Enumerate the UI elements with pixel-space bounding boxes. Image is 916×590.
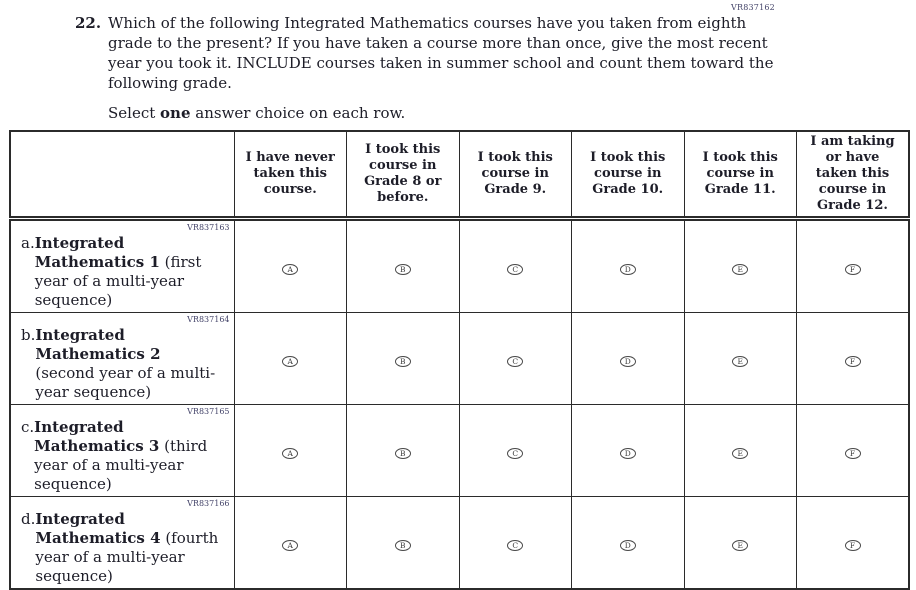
row-a-course-title: Integrated Mathematics 1 bbox=[34, 234, 160, 271]
row-a-option-a-bubble[interactable] bbox=[282, 264, 298, 275]
question-text-line: following grade. bbox=[108, 74, 232, 92]
row-b-option-e-bubble[interactable] bbox=[732, 356, 748, 367]
option-letter: F bbox=[849, 449, 856, 458]
row-c-option-a-bubble[interactable] bbox=[282, 448, 298, 459]
row-a-option-d-bubble[interactable] bbox=[620, 264, 636, 275]
option-letter: A bbox=[287, 357, 293, 366]
option-letter: D bbox=[624, 357, 631, 366]
row-a-course-subtitle: (first year of a multi-year sequence) bbox=[34, 253, 202, 309]
table-row-c bbox=[10, 405, 909, 497]
table-row-a bbox=[10, 219, 909, 313]
row-b-option-a-bubble[interactable] bbox=[282, 356, 298, 367]
column-header-grade8: I took this course in Grade 8 or before. bbox=[347, 131, 460, 219]
row-d-option-a-bubble[interactable] bbox=[282, 540, 298, 551]
question-number: 22. bbox=[75, 14, 102, 32]
option-letter: C bbox=[512, 449, 519, 458]
form-code-top: VR837162 bbox=[731, 3, 775, 12]
row-d-option-b-bubble[interactable] bbox=[395, 540, 411, 551]
row-d-option-f-bubble[interactable] bbox=[845, 540, 861, 551]
option-letter: A bbox=[287, 541, 293, 550]
row-b-course-subtitle: (second year of a multi-year sequence) bbox=[35, 364, 216, 401]
option-letter: E bbox=[737, 541, 743, 550]
row-a-option-c-bubble[interactable] bbox=[507, 264, 523, 275]
row-d-option-d-bubble[interactable] bbox=[620, 540, 636, 551]
question-text-line: year you took it. INCLUDE courses taken in summer school and count them toward the bbox=[108, 54, 774, 72]
column-header-grade12: I am taking or have taken this course in Grade 12. bbox=[797, 131, 910, 219]
option-letter: E bbox=[737, 265, 743, 274]
row-a-option-f-bubble[interactable] bbox=[845, 264, 861, 275]
row-a-option-b-bubble[interactable] bbox=[395, 264, 411, 275]
row-b-option-f-bubble[interactable] bbox=[845, 356, 861, 367]
option-letter: C bbox=[512, 265, 519, 274]
column-header-grade11: I took this course in Grade 11. bbox=[684, 131, 797, 219]
row-b-course-label bbox=[35, 326, 219, 402]
row-c-option-c-bubble[interactable] bbox=[507, 448, 523, 459]
option-letter: D bbox=[624, 265, 631, 274]
row-c-course-subtitle: (third year of a multi-year sequence) bbox=[34, 437, 208, 493]
question-text-line: Which of the following Integrated Mathematics courses have you taken from eighth bbox=[108, 14, 747, 32]
instruction-suffix: answer choice on each row. bbox=[190, 104, 406, 122]
option-letter: B bbox=[399, 357, 406, 366]
row-c-course-label bbox=[34, 418, 219, 494]
table-row-b bbox=[10, 313, 909, 405]
row-a-course-label bbox=[35, 234, 220, 310]
column-header-grade9: I took this course in Grade 9. bbox=[459, 131, 572, 219]
option-letter: F bbox=[849, 541, 856, 550]
row-d-course-title: Integrated Mathematics 4 bbox=[35, 510, 161, 547]
option-letter: A bbox=[287, 449, 293, 458]
option-letter: D bbox=[624, 541, 631, 550]
answer-grid bbox=[9, 130, 910, 590]
row-b-label-cell bbox=[10, 313, 234, 405]
option-letter: B bbox=[399, 541, 406, 550]
option-letter: C bbox=[512, 357, 519, 366]
option-letter: B bbox=[399, 449, 406, 458]
row-d-vr-code: VR837166 bbox=[187, 499, 230, 508]
row-b-option-c-bubble[interactable] bbox=[507, 356, 523, 367]
header-stub bbox=[10, 131, 234, 219]
row-b-course-title: Integrated Mathematics 2 bbox=[35, 326, 161, 363]
row-a-label-cell bbox=[10, 219, 234, 313]
row-c-option-e-bubble[interactable] bbox=[732, 448, 748, 459]
row-c-option-f-bubble[interactable] bbox=[845, 448, 861, 459]
row-b-vr-code: VR837164 bbox=[187, 315, 230, 324]
column-header-never-taken: I have never taken this course. bbox=[234, 131, 347, 219]
row-c-label-cell bbox=[10, 405, 234, 497]
row-d-course-label bbox=[35, 510, 219, 586]
instruction-prefix: Select bbox=[108, 104, 161, 122]
row-a-option-e-bubble[interactable] bbox=[732, 264, 748, 275]
row-b-letter: b. bbox=[21, 326, 36, 344]
row-c-letter: c. bbox=[21, 418, 35, 436]
question-instruction bbox=[108, 104, 755, 122]
table-row-d bbox=[10, 497, 909, 590]
row-b-option-b-bubble[interactable] bbox=[395, 356, 411, 367]
instruction-emphasis: one bbox=[160, 104, 191, 122]
row-c-course-title: Integrated Mathematics 3 bbox=[34, 418, 160, 455]
row-d-label-cell bbox=[10, 497, 234, 590]
option-letter: F bbox=[849, 357, 856, 366]
row-c-option-d-bubble[interactable] bbox=[620, 448, 636, 459]
option-letter: F bbox=[849, 265, 856, 274]
row-d-course-subtitle: (fourth year of a multi-year sequence) bbox=[35, 529, 219, 585]
row-c-vr-code: VR837165 bbox=[187, 407, 230, 416]
row-a-letter: a. bbox=[21, 234, 35, 252]
row-b-option-d-bubble[interactable] bbox=[620, 356, 636, 367]
option-letter: E bbox=[737, 449, 743, 458]
column-header-grade10: I took this course in Grade 10. bbox=[572, 131, 685, 219]
question-block bbox=[75, 13, 774, 122]
option-letter: A bbox=[287, 265, 293, 274]
option-letter: C bbox=[512, 541, 519, 550]
row-d-letter: d. bbox=[21, 510, 36, 528]
option-letter: E bbox=[737, 357, 743, 366]
question-text-line: grade to the present? If you have taken a course more than once, give the most recent bbox=[108, 34, 768, 52]
row-a-vr-code: VR837163 bbox=[187, 223, 230, 232]
header-row bbox=[10, 131, 909, 219]
question-text bbox=[108, 13, 773, 93]
row-c-option-b-bubble[interactable] bbox=[395, 448, 411, 459]
option-letter: D bbox=[624, 449, 631, 458]
row-d-option-c-bubble[interactable] bbox=[507, 540, 523, 551]
option-letter: B bbox=[399, 265, 406, 274]
row-d-option-e-bubble[interactable] bbox=[732, 540, 748, 551]
